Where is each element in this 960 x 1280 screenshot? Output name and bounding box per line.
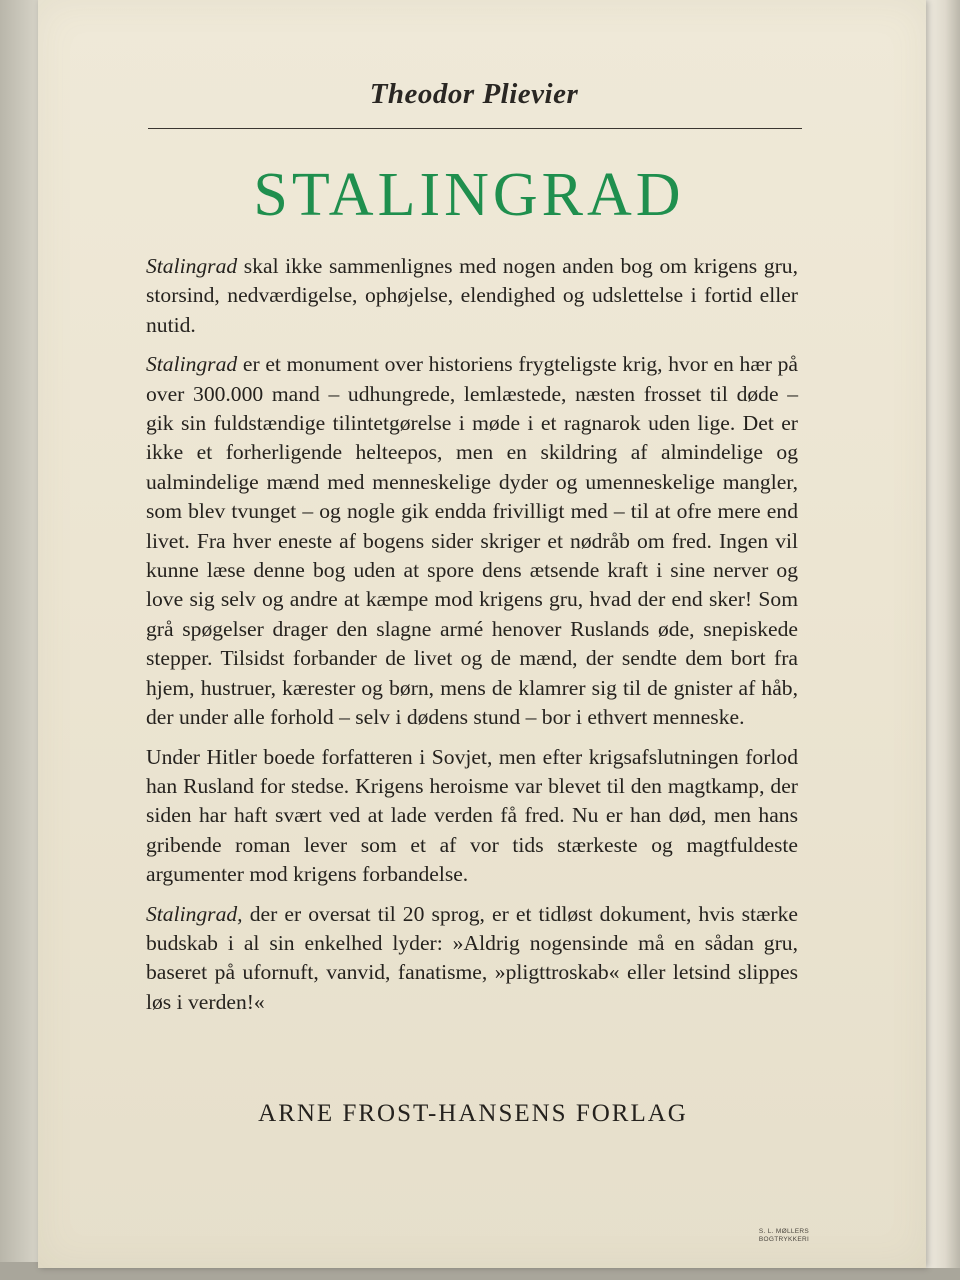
author-name: Theodor Plievier [369, 78, 579, 110]
divider-rule [148, 128, 802, 129]
paragraph-text: er et monument over historiens frygteligste krig, hvor en hær på over 300.000 mand – udhungrede, lemlæstede, næsten frosset til døde – gik sin fuldstændige tilintetgørelse i møde i et ragnarok uden lige. Det er ikke et forherligende helteepos, men en skildring af almindelige og ualmindelige mænd med menneskelige dyder og umenneskelige mangler, som blev tvunget – og nogle gik endda frivilligt med – til at ofre mere end livet. Fra hver eneste af bogens sider skriger et nødråb om fred. Ingen vil kunne læse denne bog uden at spore dens ætsende kraft i sine nerver og love sig selv og andre at kæmpe mod krigens gru, hvad der end sker! Som grå spøgelser drager den slagne armé henover Ruslands øde, snepiskede stepper. Tilsidst forbander de livet og de mænd, der sendte dem bort fra hjem, hustruer, kærester og børn, mens de klamrer sig til de gnister af håb, der under alle forhold – selv i dødens stund – bor i ethvert menneske. [146, 352, 798, 730]
paragraph-text: der er oversat til 20 sprog, er et tidløst dokument, hvis stærke budskab i al sin enkelhed lyder: »Aldrig nogensinde må en sådan gru, baseret på ufornuft, vanvid, fanatisme, »pligttroskab« eller letsind slippes løs i verden!« [146, 901, 798, 1014]
blurb-paragraph-3 [146, 743, 798, 890]
blurb-paragraph-1 [146, 252, 798, 340]
blurb-paragraph-2 [146, 350, 798, 732]
blurb-text [146, 252, 798, 1027]
printer-line-2: BOGTRYKKERI [758, 1236, 810, 1243]
paragraph-text: Under Hitler boede forfatteren i Sovjet, men efter krigsafslutningen forlod han Rusland for stedse. Krigens heroisme var blevet til den magtkamp, der siden har haft svært ved at lade verden få fred. Nu er han død, men hans gribende roman lever som et af vor tids stærkeste og magtfuldeste argumenter mod krigens forbandelse. [146, 744, 798, 887]
paragraph-lead-italic: Stalingrad, [146, 901, 243, 926]
printer-line-1: S. L. MØLLERS [758, 1228, 810, 1235]
publisher-name: ARNE FROST-HANSENS FORLAG [258, 1100, 688, 1127]
paragraph-lead-italic: Stalingrad [146, 254, 238, 278]
paragraph-text: skal ikke sammenlignes med nogen anden bog om krigens gru, storsind, nedværdigelse, ophøjelse, elendighed og udslettelse i fortid eller nutid. [146, 254, 798, 337]
printer-imprint [744, 1228, 824, 1244]
blurb-paragraph-4 [146, 900, 798, 1018]
paragraph-lead-italic: Stalingrad [146, 352, 238, 377]
book-title: STALINGRAD [253, 161, 685, 229]
